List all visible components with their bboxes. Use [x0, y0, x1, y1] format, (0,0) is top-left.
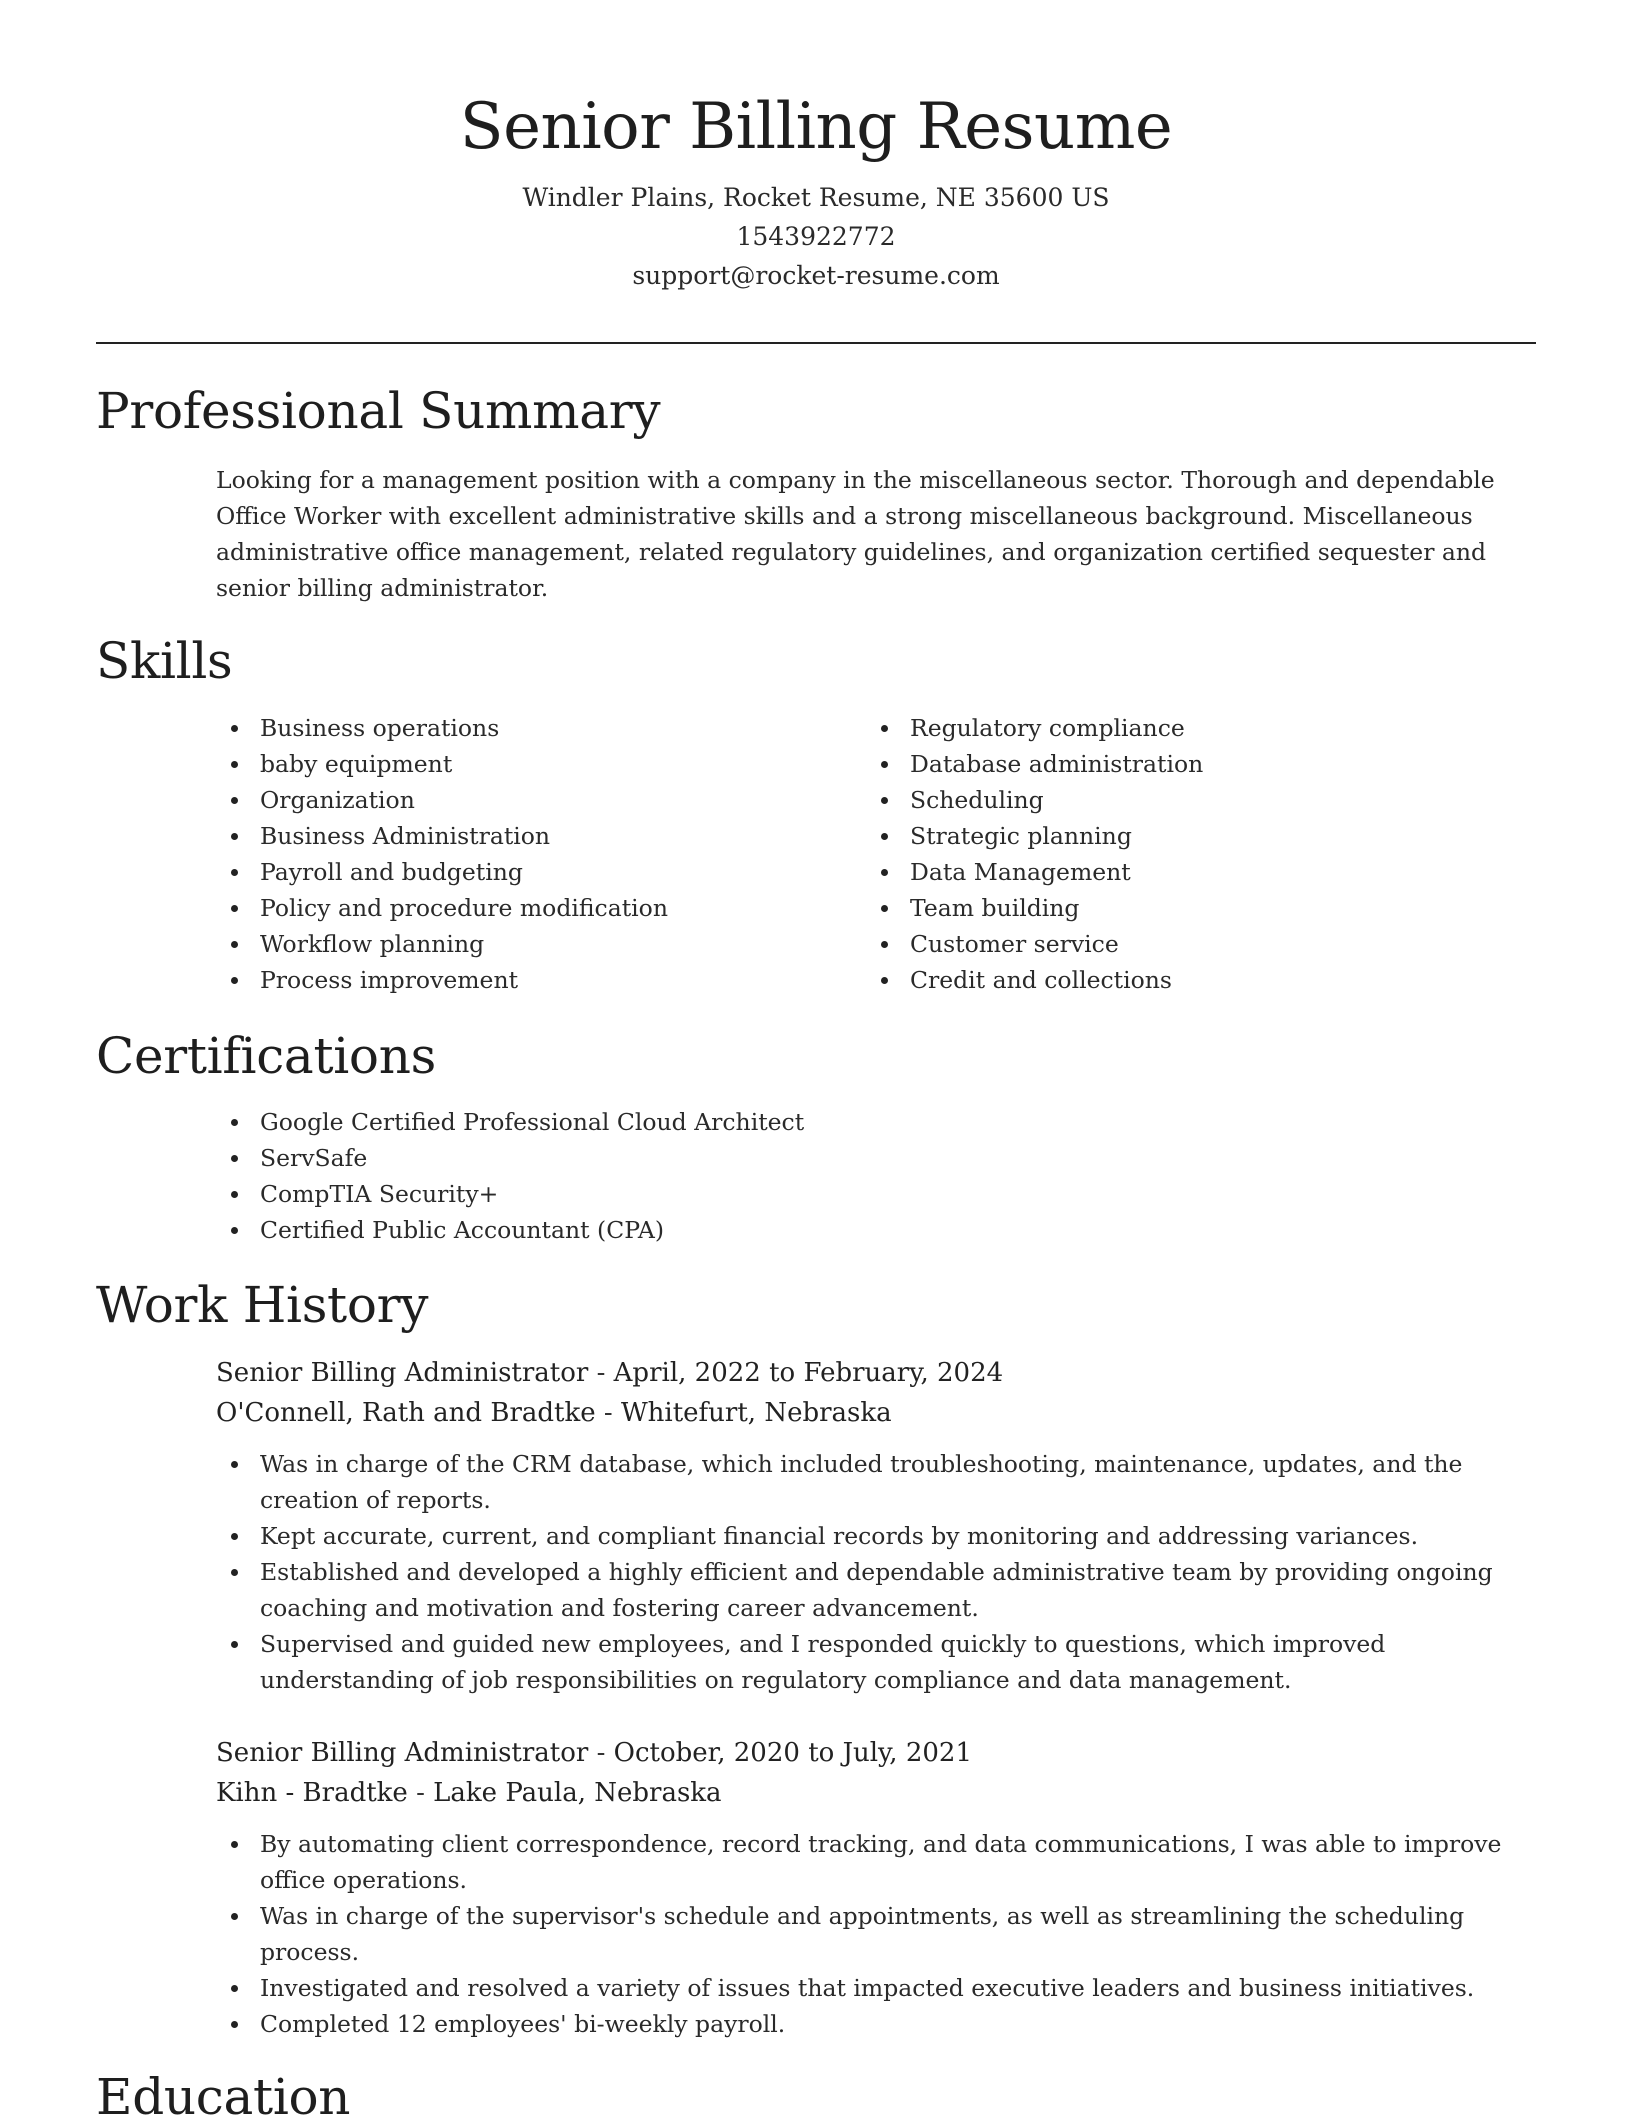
summary-text: Looking for a management position with a company in the miscellaneous sector. Thorough and dependable Office Worker with excellent administrative skills and a strong miscellaneous background. Miscellaneous administrative office management, related regulatory guidelines, and organization certified sequester and senior billing administrator. — [216, 466, 1495, 602]
phone-number: 1543922772 — [736, 222, 896, 251]
skill-item: Strategic planning — [910, 818, 1550, 854]
skill-item: Database administration — [910, 746, 1550, 782]
skills-list-left — [216, 710, 860, 998]
skill-item: Workflow planning — [260, 926, 860, 962]
certifications-heading: Certifications — [96, 1027, 436, 1085]
skill-item: Data Management — [910, 854, 1550, 890]
job-position: Senior Billing Administrator — [216, 1358, 589, 1388]
job-duty: Supervised and guided new employees, and I responded quickly to questions, which improved understanding of job responsibilities on regulatory compliance and data management. — [260, 1626, 1560, 1698]
job-location: Lake Paula, Nebraska — [433, 1778, 722, 1808]
separator: - — [588, 1358, 614, 1388]
skill-item: Business operations — [260, 710, 860, 746]
separator: - — [407, 1778, 434, 1808]
summary-heading: Professional Summary — [96, 382, 661, 440]
job-title-line — [216, 1733, 972, 1773]
skill-item: Credit and collections — [910, 962, 1550, 998]
skill-item: Team building — [910, 890, 1550, 926]
separator: - — [588, 1738, 614, 1768]
job-dates: April, 2022 to February, 2024 — [613, 1358, 1004, 1388]
skills-list-right — [866, 710, 1550, 998]
skill-item: Policy and procedure modification — [260, 890, 860, 926]
job-duty: Kept accurate, current, and compliant financial records by monitoring and addressing variances. — [260, 1518, 1560, 1554]
email-address: support@rocket-resume.com — [632, 261, 1000, 290]
skill-item: Business Administration — [260, 818, 860, 854]
job-duties-list — [216, 1446, 1560, 1698]
skill-item: baby equipment — [260, 746, 860, 782]
job-duty: Investigated and resolved a variety of issues that impacted executive leaders and business initiatives. — [260, 1970, 1560, 2006]
education-heading: Education — [96, 2068, 351, 2126]
skill-item: Process improvement — [260, 962, 860, 998]
job-duty: By automating client correspondence, record tracking, and data communications, I was able to improve office operations. — [260, 1826, 1560, 1898]
skill-item: Organization — [260, 782, 860, 818]
job-duty: Was in charge of the supervisor's schedule and appointments, as well as streamlining the scheduling process. — [260, 1898, 1560, 1970]
resume-title: Senior Billing Resume — [459, 90, 1173, 164]
header-divider — [96, 342, 1536, 344]
job-company-line — [216, 1773, 722, 1813]
job-duties-list — [216, 1826, 1560, 2042]
skill-item: Regulatory compliance — [910, 710, 1550, 746]
job-company-line — [216, 1393, 892, 1433]
job-dates: October, 2020 to July, 2021 — [613, 1738, 972, 1768]
certification-item: CompTIA Security+ — [260, 1176, 1560, 1212]
job-position: Senior Billing Administrator — [216, 1738, 589, 1768]
skill-item: Scheduling — [910, 782, 1550, 818]
job-location: Whitefurt, Nebraska — [620, 1398, 892, 1428]
skill-item: Customer service — [910, 926, 1550, 962]
certification-item: Certified Public Accountant (CPA) — [260, 1212, 1560, 1248]
job-title-line — [216, 1353, 1003, 1393]
certification-item: ServSafe — [260, 1140, 1560, 1176]
job-company: O'Connell, Rath and Bradtke — [216, 1398, 596, 1428]
job-company: Kihn - Bradtke — [216, 1778, 408, 1808]
separator: - — [595, 1398, 621, 1428]
skills-heading: Skills — [96, 632, 233, 690]
address: Windler Plains, Rocket Resume, NE 35600 US — [522, 183, 1110, 212]
work-history-heading: Work History — [96, 1276, 429, 1334]
job-duty: Established and developed a highly efficient and dependable administrative team by providing ongoing coaching and motivation and fostering career advancement. — [260, 1554, 1560, 1626]
skill-item: Payroll and budgeting — [260, 854, 860, 890]
job-duty: Completed 12 employees' bi-weekly payroll. — [260, 2006, 1560, 2042]
certification-item: Google Certified Professional Cloud Architect — [260, 1104, 1560, 1140]
resume-header — [0, 84, 1632, 295]
job-duty: Was in charge of the CRM database, which included troubleshooting, maintenance, updates, and the creation of reports. — [260, 1446, 1560, 1518]
certifications-list — [216, 1104, 1560, 1248]
